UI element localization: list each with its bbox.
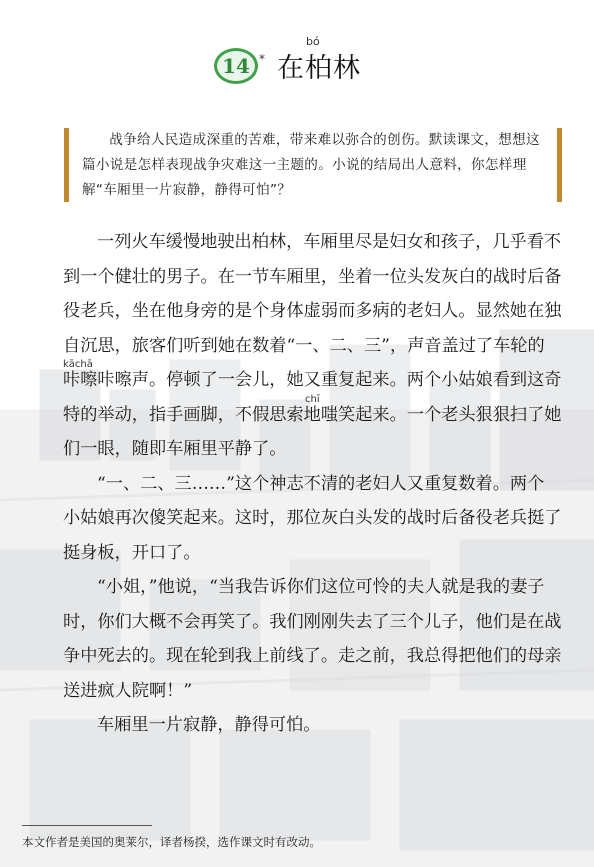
body-line: 咔嚓咔嚓声。停顿了一会儿，她又重复起来。两个小姑娘看到这奇 xyxy=(63,370,562,390)
footnote-divider xyxy=(22,825,152,826)
footnote: 本文作者是美国的奥莱尔，译者杨揆，选作课文时有改动。 xyxy=(22,835,321,849)
body-line: 挺身板，开口了。 xyxy=(63,542,201,563)
story-body xyxy=(63,225,571,743)
body-line-with-pinyin xyxy=(63,393,571,433)
body-line: 役老兵，坐在他身旁的是个身体虚弱而多病的老妇人。显然她在独 xyxy=(63,301,562,321)
reading-guide-text: 战争给人民造成深重的苦难，带来难以弥合的创伤。默读课文，想想这篇小说是怎样表现战争灾难这一主题的。小说的结局出人意料，你怎样理解“车厢里一片寂静，静得可怕”？ xyxy=(82,132,540,198)
body-line: 争中死去的。现在轮到我上前线了。走之前，我总得把他们的母亲 xyxy=(63,646,562,666)
lesson-title: 在柏林 xyxy=(277,53,361,84)
self-study-star-mark: * xyxy=(259,52,265,66)
body-line-with-pinyin xyxy=(63,359,571,398)
reading-guide-box xyxy=(64,128,562,202)
body-line: 一列火车缓慢地驶出柏林，车厢里尽是妇女和孩子，几乎看不 xyxy=(97,232,562,252)
lesson-number-badge: 14 xyxy=(214,48,258,84)
body-line: “小姐，”他说，“当我告诉你们这位可怜的夫人就是我的妻子 xyxy=(97,577,545,597)
body-line: 自沉思，旅客们听到她在数着“一、二、三”，声音盖过了车轮的 xyxy=(63,335,545,356)
guide-right-bar xyxy=(557,128,562,202)
pinyin-kacha: kāchā xyxy=(63,359,93,370)
guide-left-bar xyxy=(64,128,69,202)
body-line: “一、二、三……”这个神志不清的老妇人又重复数着。两个 xyxy=(97,473,545,494)
body-line: 到一个健壮的男子。在一节车厢里，坐着一位头发灰白的战时后备 xyxy=(63,266,562,287)
body-line: 车厢里一片寂静，静得可怕。 xyxy=(97,715,321,735)
body-line: 送进疯人院啊！” xyxy=(63,680,193,701)
body-line: 时，你们大概不会再笑了。我们刚刚失去了三个儿子，他们是在战 xyxy=(63,611,562,632)
body-line: 小姑娘再次傻笑起来。这时，那位灰白头发的战时后备役老兵挺了 xyxy=(63,508,562,528)
body-line: 特的举动，指手画脚，不假思索地嗤笑起来。一个老头狠狠扫了她 xyxy=(63,404,562,425)
pinyin-chi: chī xyxy=(305,393,320,405)
title-pinyin: bó xyxy=(306,35,320,48)
body-line: 们一眼，随即车厢里平静了。 xyxy=(63,439,287,459)
